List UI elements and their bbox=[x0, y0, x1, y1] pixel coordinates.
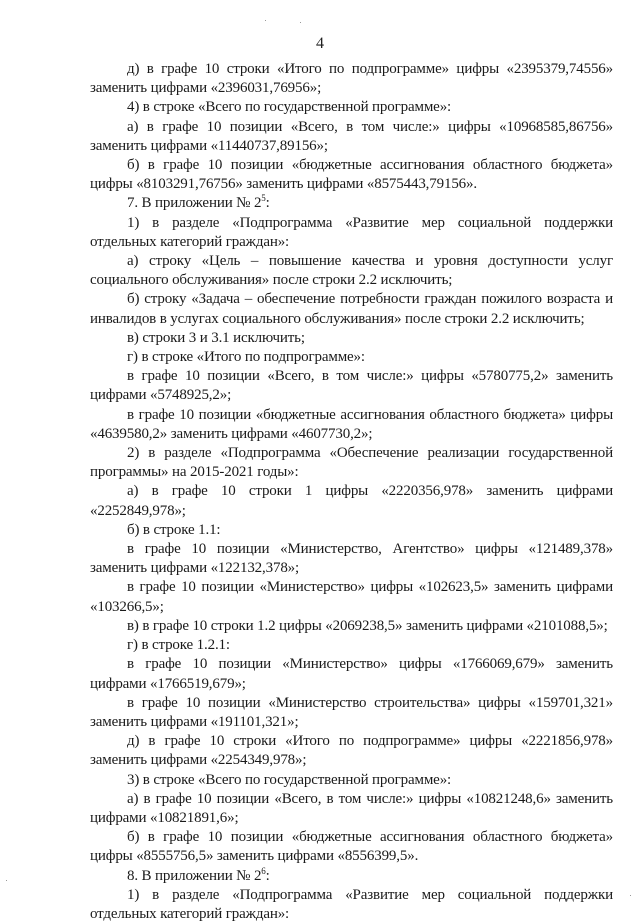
document-body bbox=[90, 60, 613, 924]
paragraph: в графе 10 позиции «бюджетные ассигнования областного бюджета» цифры «4639580,2» заменить цифрами «4607730,2»; bbox=[90, 406, 613, 442]
heading-text: 7. В приложении № 2 bbox=[127, 195, 262, 212]
paragraph: г) в строке 1.2.1: bbox=[127, 637, 230, 654]
paragraph: а) в графе 10 позиции «Всего, в том числе:» цифры «10968585,86756» заменить цифрами «11440737,89156»; bbox=[90, 118, 613, 154]
paragraph: 1) в разделе «Подпрограмма «Развитие мер социальной поддержки отдельных категорий граждан»: bbox=[90, 214, 613, 250]
paragraph-heading bbox=[90, 194, 613, 213]
paragraph: в графе 10 позиции «Министерство» цифры «102623,5» заменить цифрами «103266,5»; bbox=[90, 579, 613, 615]
paragraph: в графе 10 позиции «Министерство» цифры «1766069,679» заменить цифрами «1766519,679»; bbox=[90, 656, 613, 692]
heading-text: 8. В приложении № 2 bbox=[127, 867, 262, 884]
paragraph: а) строку «Цель – повышение качества и уровня доступности услуг социального обслуживания» после строки 2.2 исключить; bbox=[90, 253, 613, 289]
paragraph: б) в графе 10 позиции «бюджетные ассигнования областного бюджета» цифры «8555756,5» заменить цифрами «8556399,5». bbox=[90, 829, 613, 865]
paragraph: в графе 10 позиции «Министерство строительства» цифры «159701,321» заменить цифрами «191101,321»; bbox=[90, 694, 613, 730]
paragraph: б) в графе 10 позиции «бюджетные ассигнования областного бюджета» цифры «8103291,76756» заменить цифрами «8575443,79156». bbox=[90, 157, 613, 193]
paragraph: а) в графе 10 строки 1 цифры «2220356,978» заменить цифрами «2252849,978»; bbox=[90, 483, 613, 519]
paragraph: 2) в разделе «Подпрограмма «Обеспечение реализации государственной программы» на 2015-2021 годы»: bbox=[90, 445, 613, 481]
heading-suffix: : bbox=[265, 195, 270, 212]
page-number: 4 bbox=[316, 35, 324, 52]
heading-suffix: : bbox=[265, 867, 270, 884]
paragraph: 3) в строке «Всего по государственной программе»: bbox=[127, 771, 452, 788]
paragraph: в графе 10 позиции «Всего, в том числе:» цифры «5780775,2» заменить цифрами «5748925,2»; bbox=[90, 368, 613, 404]
superscript: 5 bbox=[261, 193, 266, 204]
paragraph: в) строки 3 и 3.1 исключить; bbox=[127, 329, 305, 346]
paragraph: в) в графе 10 строки 1.2 цифры «2069238,5» заменить цифрами «2101088,5»; bbox=[127, 617, 608, 634]
scan-speck bbox=[265, 20, 266, 21]
paragraph: д) в графе 10 строки «Итого по подпрограмме» цифры «2221856,978» заменить цифрами «2254349,978»; bbox=[90, 733, 613, 769]
superscript: 6 bbox=[261, 865, 266, 876]
paragraph: 1) в разделе «Подпрограмма «Развитие мер социальной поддержки отдельных категорий граждан»: bbox=[90, 886, 613, 922]
paragraph: б) в строке 1.1: bbox=[127, 521, 221, 538]
paragraph: д) в графе 10 строки «Итого по подпрограмме» цифры «2395379,74556» заменить цифрами «2396031,76956»; bbox=[90, 61, 613, 97]
paragraph: б) строку «Задача – обеспечение потребности граждан пожилого возраста и инвалидов в услугах социального обслуживания» после строки 2.2 исключить; bbox=[90, 291, 613, 327]
paragraph: а) в графе 10 позиции «Всего, в том числе:» цифры «10821248,6» заменить цифрами «10821891,6»; bbox=[90, 790, 613, 826]
scan-speck bbox=[6, 880, 7, 881]
paragraph: 4) в строке «Всего по государственной программе»: bbox=[127, 99, 452, 116]
paragraph: г) в строке «Итого по подпрограмме»: bbox=[127, 349, 365, 366]
scan-speck bbox=[630, 895, 631, 896]
paragraph: в графе 10 позиции «Министерство, Агентство» цифры «121489,378» заменить цифрами «122132,378»; bbox=[90, 541, 613, 577]
scan-speck bbox=[300, 22, 301, 23]
paragraph-heading bbox=[90, 867, 613, 886]
